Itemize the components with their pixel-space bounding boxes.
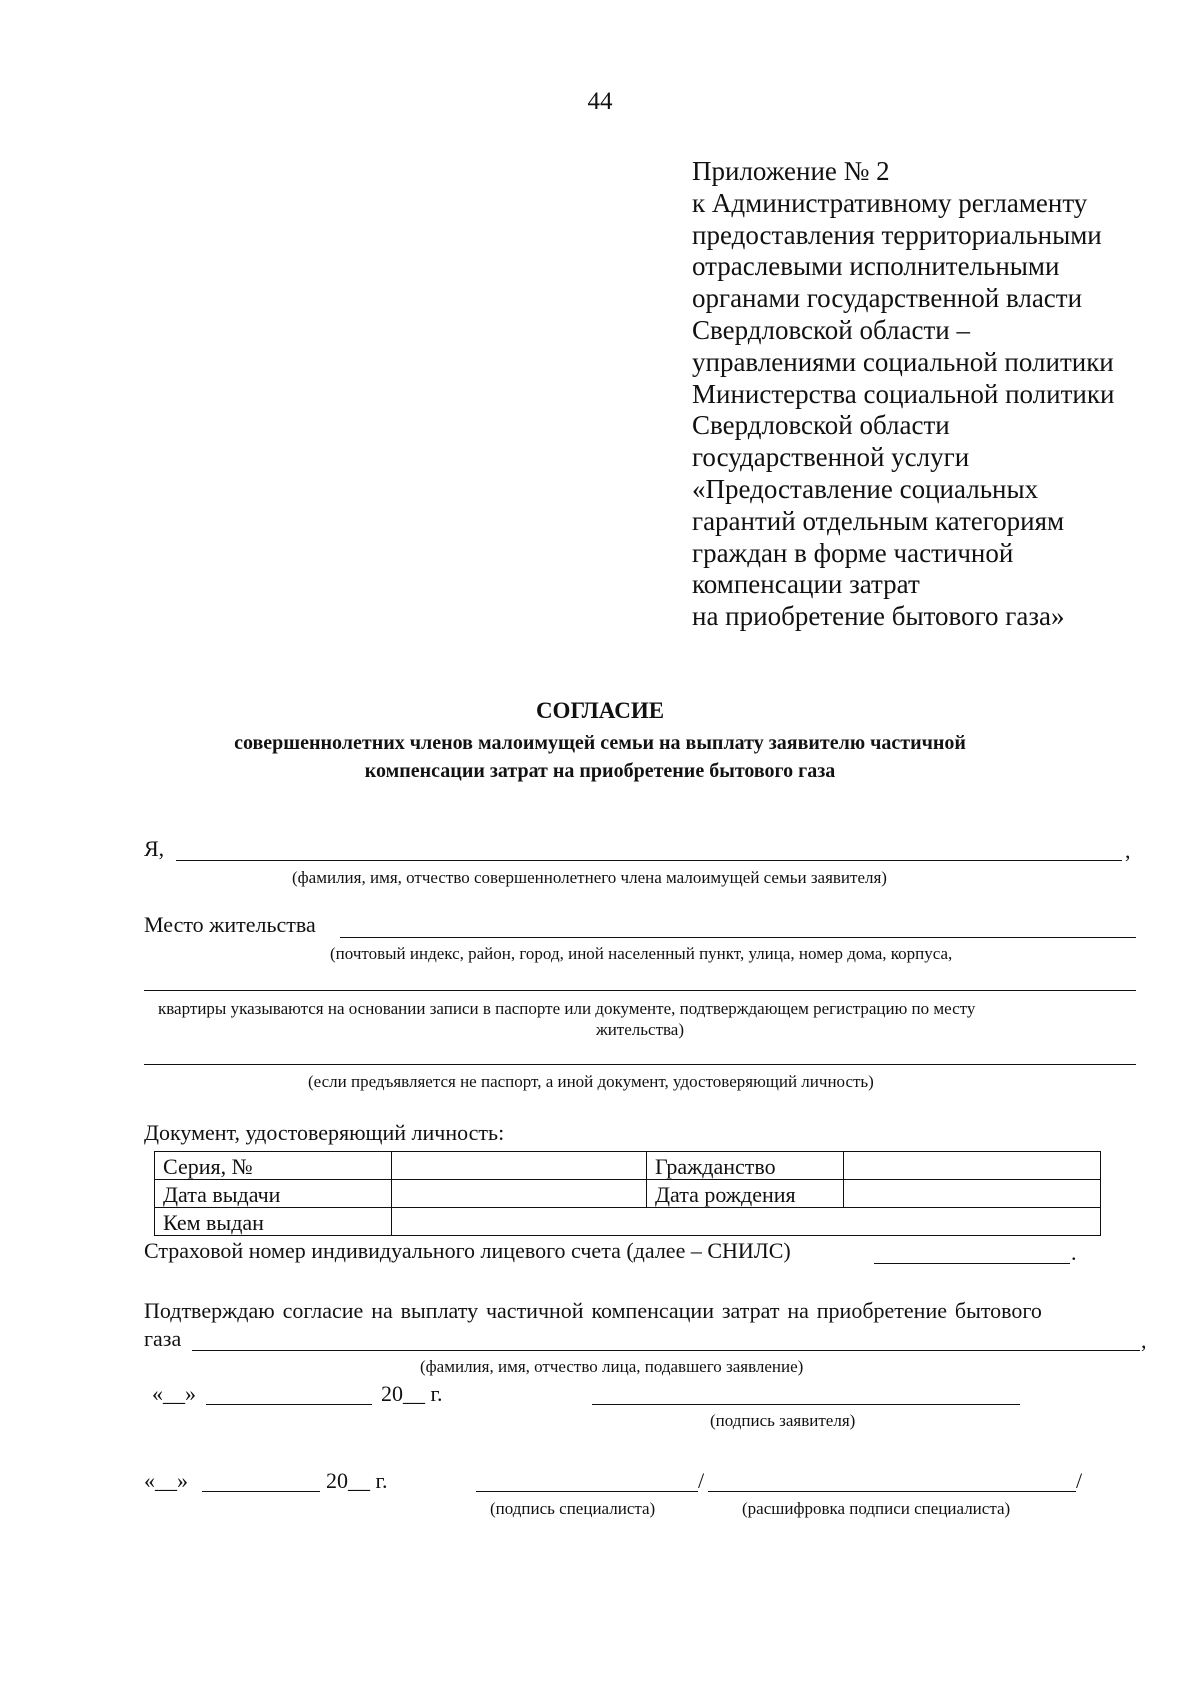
confirm-line1: Подтверждаю согласие на выплату частичной компенсации затрат на приобретение бытового xyxy=(144,1298,1042,1323)
appendix-line: Министерства социальной политики xyxy=(692,378,1115,409)
citizenship-cell[interactable] xyxy=(844,1152,1101,1180)
apartment-caption-1: квартиры указываются на основании записи в паспорте или документе, подтверждающем регистрацию по месту xyxy=(158,999,976,1018)
appendix-line: к Административному регламенту xyxy=(692,187,1088,218)
residence-label: Место жительства xyxy=(144,912,316,937)
residence-input-line[interactable] xyxy=(340,937,1136,938)
other-doc-input-line[interactable] xyxy=(144,1064,1136,1065)
appendix-line: Приложение № 2 xyxy=(692,156,890,186)
issued-by-label: Кем выдан xyxy=(155,1208,392,1236)
birth-date-cell[interactable] xyxy=(844,1180,1101,1208)
other-doc-caption: (если предъявляется не паспорт, а иной документ, удостоверяющий личность) xyxy=(308,1072,874,1091)
specialist-date-day: «__» xyxy=(144,1468,188,1493)
slash-1: / xyxy=(698,1468,705,1493)
applicant-signature-caption: (подпись заявителя) xyxy=(710,1411,856,1430)
comma-2: , xyxy=(1141,1328,1147,1353)
snils-label: Страховой номер индивидуального лицевого счета (далее – СНИЛС) xyxy=(144,1238,791,1263)
table-row xyxy=(155,1152,1101,1180)
appendix-header xyxy=(692,156,1192,633)
slash-2: / xyxy=(1076,1468,1083,1493)
series-number-label: Серия, № xyxy=(155,1152,392,1180)
snils-period: . xyxy=(1071,1240,1077,1265)
applicant-signature-line[interactable] xyxy=(592,1404,1020,1405)
issue-date-cell[interactable] xyxy=(392,1180,647,1208)
appendix-line: управлениями социальной политики xyxy=(692,346,1114,377)
issued-by-cell[interactable] xyxy=(392,1208,1101,1236)
fio-input-line[interactable] xyxy=(176,860,1122,861)
comma: , xyxy=(1125,838,1131,863)
appendix-line: Свердловской области – xyxy=(692,314,970,345)
page-number: 44 xyxy=(587,88,613,115)
document-subtitle-line2: компенсации затрат на приобретение бытового газа xyxy=(364,760,836,782)
appendix-line: на приобретение бытового газа» xyxy=(692,601,1065,632)
appendix-line: отраслевыми исполнительными xyxy=(692,251,1060,282)
specialist-date-year: 20__ г. xyxy=(326,1468,388,1493)
table-row xyxy=(155,1208,1101,1236)
applicant-fio-caption: (фамилия, имя, отчество лица, подавшего заявление) xyxy=(420,1357,804,1376)
appendix-line: Свердловской области xyxy=(692,410,950,441)
series-number-cell[interactable] xyxy=(392,1152,647,1180)
specialist-date-month-line[interactable] xyxy=(202,1491,320,1492)
appendix-line: компенсации затрат xyxy=(692,569,920,600)
citizenship-label: Гражданство xyxy=(647,1152,844,1180)
specialist-signature-caption: (подпись специалиста) xyxy=(490,1499,656,1518)
specialist-decoding-line[interactable] xyxy=(708,1491,1076,1492)
address-caption: (почтовый индекс, район, город, иной населенный пункт, улица, номер дома, корпуса, xyxy=(330,944,953,963)
snils-input-line[interactable] xyxy=(874,1263,1070,1264)
appendix-line: «Предоставление социальных xyxy=(692,473,1039,504)
apartment-caption-2: жительства) xyxy=(595,1020,685,1039)
id-document-label: Документ, удостоверяющий личность: xyxy=(144,1120,505,1145)
document-subtitle-line1: совершеннолетних членов малоимущей семьи на выплату заявителю частичной xyxy=(234,732,966,754)
address-input-line-2[interactable] xyxy=(144,990,1136,991)
applicant-date-day: «__» xyxy=(152,1381,196,1406)
document-title: СОГЛАСИЕ xyxy=(535,698,665,723)
appendix-line: органами государственной власти xyxy=(692,283,1083,314)
applicant-fio-input-line[interactable] xyxy=(192,1350,1140,1351)
confirm-gas-label: газа xyxy=(144,1326,182,1351)
fio-caption: (фамилия, имя, отчество совершеннолетнего члена малоимущей семьи заявителя) xyxy=(292,868,887,887)
table-row xyxy=(155,1180,1101,1208)
specialist-signature-line[interactable] xyxy=(476,1491,698,1492)
applicant-date-year: 20__ г. xyxy=(381,1381,443,1406)
id-document-table xyxy=(154,1151,1101,1236)
appendix-line: государственной услуги xyxy=(692,442,970,473)
birth-date-label: Дата рождения xyxy=(647,1180,844,1208)
issue-date-label: Дата выдачи xyxy=(155,1180,392,1208)
appendix-line: гарантий отдельным категориям xyxy=(692,505,1065,536)
specialist-decoding-caption: (расшифровка подписи специалиста) xyxy=(742,1499,1011,1518)
appendix-line: граждан в форме частичной xyxy=(692,537,1014,568)
i-label: Я, xyxy=(144,836,165,861)
applicant-date-month-line[interactable] xyxy=(206,1404,372,1405)
appendix-line: предоставления территориальными xyxy=(692,219,1102,250)
